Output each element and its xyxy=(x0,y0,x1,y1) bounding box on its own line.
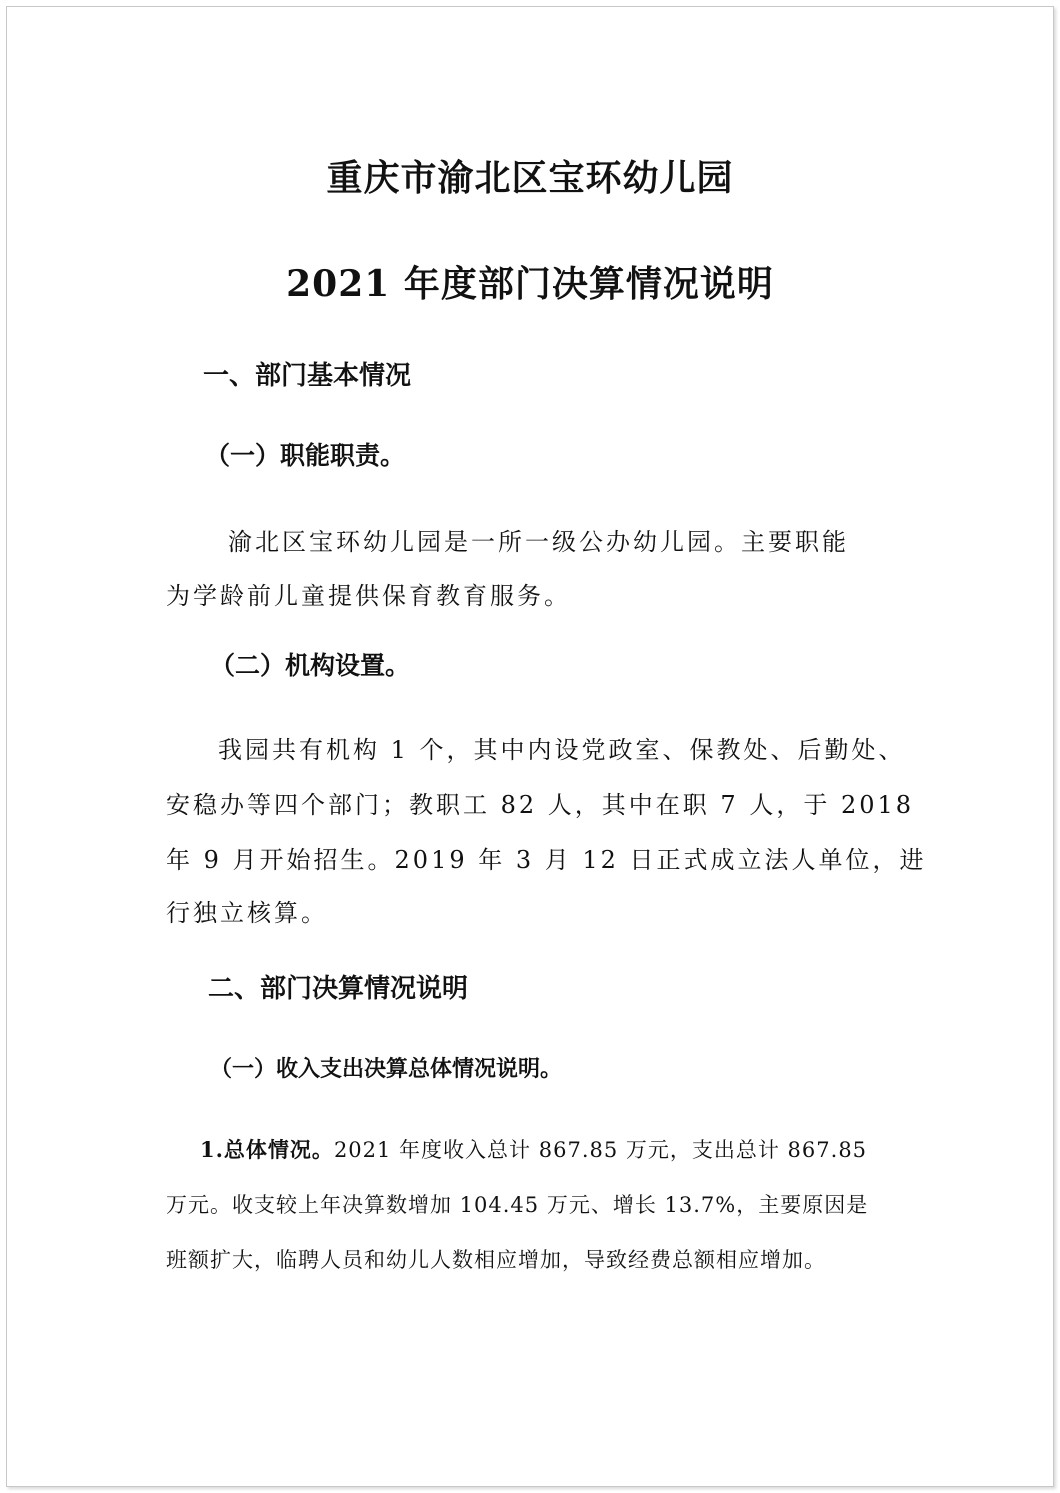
org-paragraph-line2: 安稳办等四个部门；教职工 82 人，其中在职 7 人，于 2018 xyxy=(166,791,915,819)
overall-lead-bold: 1.总体情况。 xyxy=(200,1137,334,1162)
overall-line1-text: 2021 年度收入总计 867.85 万元，支出总计 867.85 xyxy=(333,1138,868,1162)
org-paragraph-line4: 行独立核算。 xyxy=(166,899,328,927)
org-paragraph-line1: 我园共有机构 1 个，其中内设党政室、保教处、后勤处、 xyxy=(218,736,906,764)
section1-sub1-heading: （一）职能职责。 xyxy=(205,441,406,470)
section1-heading: 一、部门基本情况 xyxy=(203,361,412,391)
document-title-line2: 2021 年度部门决算情况说明 xyxy=(286,263,774,305)
section2-heading: 二、部门决算情况说明 xyxy=(208,974,469,1004)
overall-paragraph-line1 xyxy=(200,1134,867,1164)
duty-paragraph-line2: 为学龄前儿童提供保育教育服务。 xyxy=(166,582,571,610)
section1-sub2-heading: （二）机构设置。 xyxy=(210,651,411,680)
overall-paragraph-line3: 班额扩大，临聘人员和幼儿人数相应增加，导致经费总额相应增加。 xyxy=(166,1248,826,1272)
document-title-line1: 重庆市渝北区宝环幼儿园 xyxy=(326,157,734,199)
overall-paragraph-line2: 万元。收支较上年决算数增加 104.45 万元、增长 13.7%，主要原因是 xyxy=(166,1193,869,1217)
section2-sub1-heading: （一）收入支出决算总体情况说明。 xyxy=(210,1056,563,1082)
duty-paragraph-line1: 渝北区宝环幼儿园是一所一级公办幼儿园。主要职能 xyxy=(228,528,849,556)
org-paragraph-line3: 年 9 月开始招生。2019 年 3 月 12 日正式成立法人单位，进 xyxy=(166,846,927,874)
